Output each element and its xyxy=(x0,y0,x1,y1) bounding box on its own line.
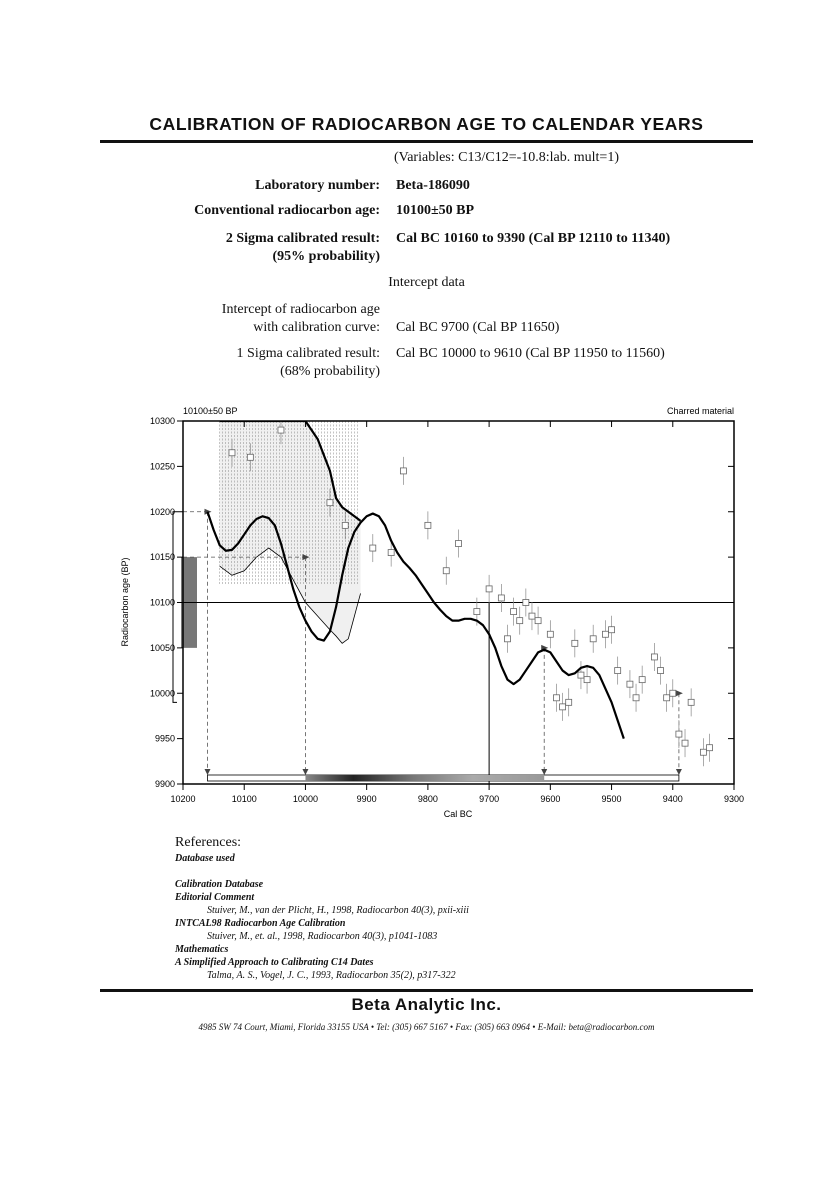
sigma1-value: Cal BC 10000 to 9610 (Cal BP 11950 to 11560) xyxy=(396,346,665,361)
company-name: Beta Analytic Inc. xyxy=(351,995,502,1014)
x-tick-label: 9900 xyxy=(356,794,377,804)
data-point xyxy=(486,586,492,592)
x-tick-label: 10200 xyxy=(170,794,196,804)
data-point xyxy=(560,704,566,710)
data-point xyxy=(342,522,348,528)
data-point xyxy=(627,681,633,687)
data-point xyxy=(523,600,529,606)
data-point xyxy=(278,427,284,433)
limit-arrow xyxy=(302,769,308,775)
data-point xyxy=(474,609,480,615)
data-point xyxy=(511,609,517,615)
data-point xyxy=(388,550,394,556)
y-tick-label: 9950 xyxy=(154,733,175,744)
lab-number-label: Laboratory number: xyxy=(255,178,380,193)
sigma2-label: 2 Sigma calibrated result: xyxy=(225,231,380,246)
limit-arrow xyxy=(676,769,682,775)
data-point xyxy=(547,631,553,637)
limit-arrow xyxy=(676,690,683,696)
page-title: CALIBRATION OF RADIOCARBON AGE TO CALENDAR YEARS xyxy=(149,114,704,134)
intercept-label-1: Intercept of radiocarbon age xyxy=(221,302,380,317)
lab-number-value: Beta-186090 xyxy=(396,178,470,193)
intercept-value: Cal BC 9700 (Cal BP 11650) xyxy=(396,320,560,335)
bottom-rule xyxy=(100,989,753,992)
sigma1-strip xyxy=(305,775,544,781)
references-heading: References: xyxy=(175,835,242,850)
reference-line: Stuiver, M., van der Plicht, H., 1998, Radiocarbon 40(3), pxii-xiii xyxy=(207,905,469,916)
data-point xyxy=(529,613,535,619)
reference-line: Editorial Comment xyxy=(175,892,255,903)
x-tick-label: 9500 xyxy=(601,794,622,804)
y-tick-label: 10300 xyxy=(149,416,175,426)
conv-age-label: Conventional radiocarbon age: xyxy=(194,203,380,218)
y-tick-label: 10000 xyxy=(149,688,175,699)
data-point xyxy=(566,699,572,705)
data-point xyxy=(535,618,541,624)
data-point xyxy=(572,640,578,646)
limit-arrow xyxy=(541,769,547,775)
variables-line: (Variables: C13/C12=-10.8:lab. mult=1) xyxy=(394,150,619,165)
data-point xyxy=(639,677,645,683)
sigma1-prob: (68% probability) xyxy=(280,364,380,379)
x-tick-label: 9400 xyxy=(662,794,683,804)
y-tick-label: 10150 xyxy=(149,552,175,563)
data-point xyxy=(498,595,504,601)
data-point xyxy=(443,568,449,574)
data-point xyxy=(664,695,670,701)
data-point xyxy=(590,636,596,642)
y-tick-label: 10200 xyxy=(149,506,175,517)
reference-line: Mathematics xyxy=(175,944,229,955)
data-point xyxy=(400,468,406,474)
intercept-heading: Intercept data xyxy=(388,275,465,290)
data-point xyxy=(615,668,621,674)
data-point xyxy=(517,618,523,624)
y-tick-label: 10050 xyxy=(149,642,175,653)
data-point xyxy=(676,731,682,737)
data-point xyxy=(700,749,706,755)
company-address: 4985 SW 74 Court, Miami, Florida 33155 USA • Tel: (305) 667 5167 • Fax: (305) 663 0964 • E-Mail: beta@radiocarbon.com xyxy=(198,1022,655,1032)
x-tick-label: 9800 xyxy=(417,794,438,804)
data-point xyxy=(504,636,510,642)
x-tick-label: 9300 xyxy=(723,794,745,804)
reference-line: Talma, A. S., Vogel, J. C., 1993, Radiocarbon 35(2), p317-322 xyxy=(207,970,456,981)
y-tick-label: 10250 xyxy=(149,461,175,472)
reference-line xyxy=(175,865,735,878)
reference-line: Stuiver, M., et. al., 1998, Radiocarbon 40(3), p1041-1083 xyxy=(207,931,438,942)
data-point xyxy=(633,695,639,701)
y-tick-label: 10100 xyxy=(149,597,175,608)
data-point xyxy=(247,454,253,460)
x-tick-label: 10100 xyxy=(231,794,257,804)
y-axis-label: Radiocarbon age (BP) xyxy=(120,557,130,647)
y-tick-label: 9900 xyxy=(154,779,175,789)
data-point xyxy=(609,627,615,633)
reference-line: INTCAL98 Radiocarbon Age Calibration xyxy=(175,918,346,929)
data-point xyxy=(651,654,657,660)
sigma2-prob: (95% probability) xyxy=(272,249,380,264)
references-block xyxy=(175,835,735,982)
sigma2-value: Cal BC 10160 to 9390 (Cal BP 12110 to 11340) xyxy=(396,231,671,246)
data-point xyxy=(425,522,431,528)
x-axis-label: Cal BC xyxy=(443,809,473,819)
data-point xyxy=(327,500,333,506)
chart-top-left-label: 10100±50 BP xyxy=(183,406,238,416)
reference-line: A Simplified Approach to Calibrating C14 Dates xyxy=(175,957,374,968)
data-point xyxy=(456,541,462,547)
data-point xyxy=(658,668,664,674)
limit-arrow xyxy=(204,769,210,775)
sigma1-label: 1 Sigma calibrated result: xyxy=(236,346,380,361)
conv-age-value: 10100±50 BP xyxy=(396,203,475,218)
data-point xyxy=(602,631,608,637)
x-tick-label: 10000 xyxy=(292,794,318,804)
data-point xyxy=(688,699,694,705)
data-point xyxy=(553,695,559,701)
data-point xyxy=(670,690,676,696)
reference-line: Calibration Database xyxy=(175,879,264,890)
data-point xyxy=(229,450,235,456)
data-point xyxy=(370,545,376,551)
chart-top-right-label: Charred material xyxy=(666,406,734,416)
data-point xyxy=(584,677,590,683)
data-point xyxy=(578,672,584,678)
data-point xyxy=(682,740,688,746)
x-tick-label: 9600 xyxy=(540,794,561,804)
data-point xyxy=(707,745,713,751)
references-list xyxy=(175,852,735,982)
reference-line: Database used xyxy=(175,853,235,864)
x-tick-label: 9700 xyxy=(479,794,500,804)
intercept-label-2: with calibration curve: xyxy=(253,320,380,335)
